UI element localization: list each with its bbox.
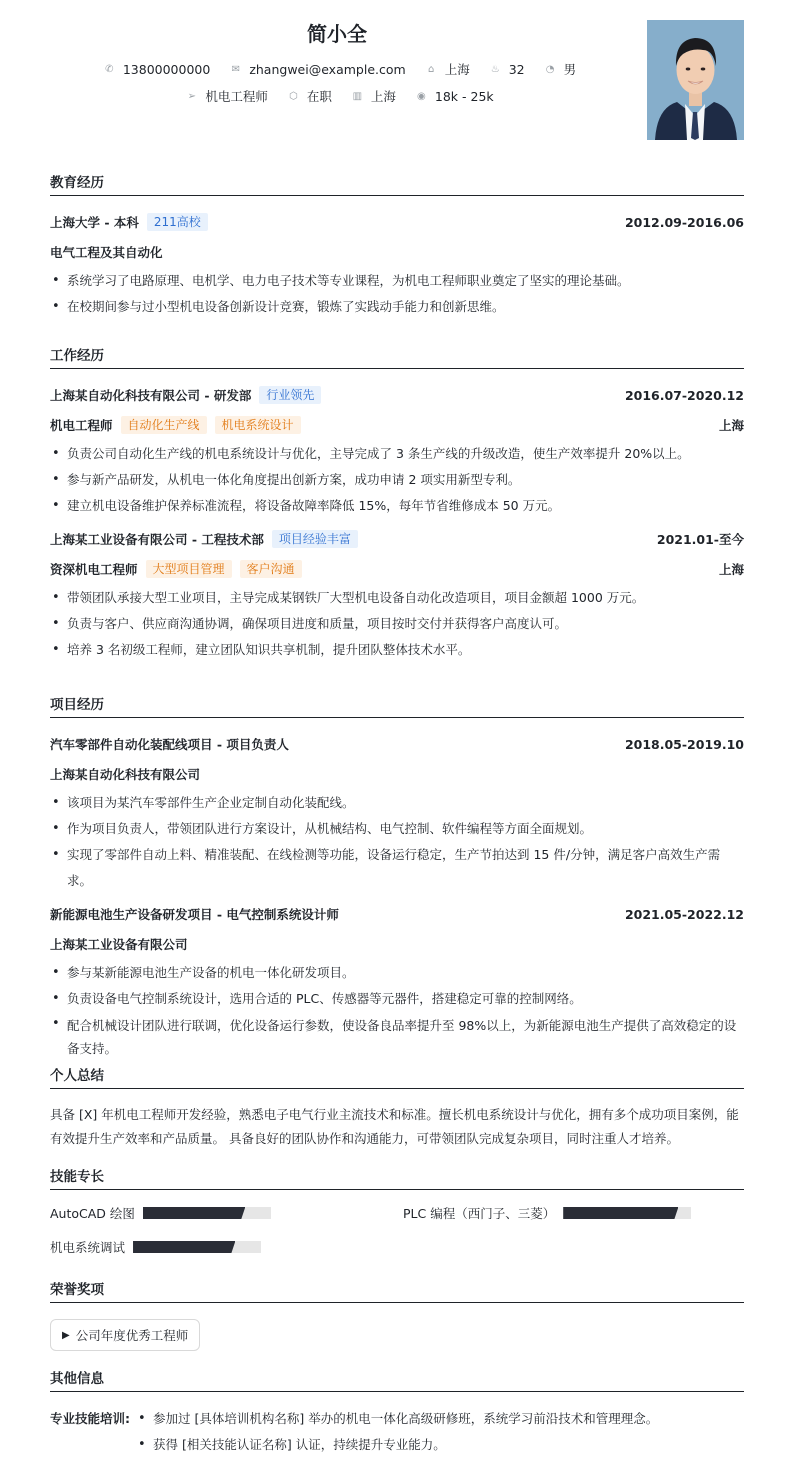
job-duties [50,441,744,519]
job-header [50,529,744,549]
skill-bar [563,1207,691,1219]
list-item: • 参与某新能源电池生产设备的机电一体化研发项目。 [50,960,744,986]
skill-item [403,1204,691,1222]
phone-icon: ✆ [105,63,114,75]
skill-name: 机电系统调试 [50,1240,126,1255]
company-tag: 项目经验丰富 [272,530,358,548]
work-title: 工作经历 [50,344,744,369]
other-list [136,1406,744,1458]
project-name: 汽车零部件自动化装配线项目 - 项目负责人 [50,737,289,752]
awards-section [50,1278,744,1351]
list-item: • 该项目为某汽车零部件生产企业定制自动化装配线。 [50,790,744,816]
coin-icon: ◉ [417,90,426,102]
skill-tag: 自动化生产线 [121,416,207,434]
role-name: 资深机电工程师 [50,562,138,577]
projects-section [50,693,744,1060]
awards-title: 荣誉奖项 [50,1278,744,1303]
phone-item [104,60,210,78]
job-date: 2021.01-至今 [656,532,744,547]
other-label: 专业技能培训: [50,1411,130,1426]
list-item: • 参与新产品研发，从机电一体化角度提出创新方案，成功申请 2 项实用新型专利。 [50,467,744,493]
school-tag: 211高校 [147,213,208,231]
skill-item [50,1238,261,1256]
gender-icon: ◔ [545,63,555,75]
project-name: 新能源电池生产设备研发项目 - 电气控制系统设计师 [50,907,339,922]
project-org: 上海某工业设备有限公司 [50,937,188,952]
job-city: 上海 [718,562,744,577]
summary-title: 个人总结 [50,1064,744,1089]
job-intent-row [0,87,680,105]
job-city: 上海 [718,418,744,433]
education-date: 2012.09-2016.06 [624,214,744,230]
work-city-item [352,87,396,105]
role-name: 机电工程师 [50,418,113,433]
gender-text: 男 [563,62,577,77]
position-item [186,87,268,105]
play-icon: ▶ [62,1329,70,1341]
position-text: 机电工程师 [205,89,268,104]
role-row [50,559,744,579]
mail-icon: ✉ [231,63,241,75]
phone-text: 13800000000 [122,61,211,77]
project-details [50,960,744,1060]
salary-item [416,87,494,105]
summary-text: 具备 [X] 年机电工程师开发经验，熟悉电子电气行业主流技术和标准。擅长机电系统设计与优化，拥有多个成功项目案例，能有效提升生产效率和产品质量。 具备良好的团队协作和沟通能力，可带领团队完成复杂项目，同时注重人才培养。 [50,1107,739,1146]
skill-bar [143,1207,271,1219]
skill-name: PLC 编程（西门子、三菱） [403,1206,556,1221]
list-item: • 培养 3 名初级工程师，建立团队知识共享机制，提升团队整体技术水平。 [50,637,744,663]
list-item: • 建立机电设备维护保养标准流程，将设备故障率降低 15%，每年节省维修成本 50 万元。 [50,493,744,519]
status-text: 在职 [306,89,332,104]
list-item: • 作为项目负责人，带领团队进行方案设计，从机械结构、电气控制、软件编程等方面全面规划。 [50,816,744,842]
skill-tag: 客户沟通 [240,560,302,578]
education-title: 教育经历 [50,171,744,196]
hexagon-icon: ⬡ [288,90,298,102]
location-text: 上海 [444,62,470,77]
skill-item [50,1204,271,1222]
list-item: • 带领团队承接大型工业项目，主导完成某钢铁厂大型机电设备自动化改造项目，项目金额超 1000 万元。 [50,585,744,611]
role-row [50,415,744,435]
salary-text: 18k - 25k [434,88,494,104]
skill-bar-fill [133,1241,235,1253]
gender-item [545,60,577,78]
skill-tag: 大型项目管理 [146,560,232,578]
list-item: • 实现了零部件自动上料、精准装配、在线检测等功能，设备运行稳定，生产节拍达到 15 件/分钟，满足客户高效生产需求。 [50,842,744,894]
education-header [50,212,744,232]
award-item[interactable] [50,1319,200,1351]
work-section [50,344,744,663]
company-name: 上海某工业设备有限公司 - 工程技术部 [50,532,264,547]
major-name: 电气工程及其自动化 [50,245,163,260]
project-details [50,790,744,894]
profile-photo [647,20,744,140]
project-date: 2018.05-2019.10 [624,736,744,752]
list-item: • 配合机械设计团队进行联调，优化设备运行参数，使设备良品率提升至 98%以上，为新能源电池生产提供了高效稳定的设备支持。 [50,1012,744,1060]
other-title: 其他信息 [50,1367,744,1392]
skills-section [50,1165,744,1255]
skill-name: AutoCAD 绘图 [50,1206,135,1221]
avatar-illustration [647,20,744,140]
skill-tag: 机电系统设计 [215,416,301,434]
skill-bar [133,1241,261,1253]
award-text: 公司年度优秀工程师 [75,1328,189,1343]
job-header [50,385,744,405]
list-item: • 系统学习了电路原理、电机学、电力电子技术等专业课程，为机电工程师职业奠定了坚实的理论基础。 [50,268,744,294]
list-item: • 在校期间参与过小型机电设备创新设计竞赛，锻炼了实践动手能力和创新思维。 [50,294,744,320]
email-text: zhangwei@example.com [249,61,406,77]
skill-bar-fill [563,1207,678,1219]
list-item: • 负责公司自动化生产线的机电系统设计与优化，主导完成了 3 条生产线的升级改造，使生产效率提升 20%以上。 [50,441,744,467]
status-item [288,87,332,105]
projects-title: 项目经历 [50,693,744,718]
project-header [50,904,744,924]
age-text: 32 [508,61,525,77]
skill-bar-fill [143,1207,245,1219]
list-item: • 获得 [相关技能认证名称] 认证，持续提升专业能力。 [136,1432,744,1458]
education-section [50,171,744,320]
school-name: 上海大学 - 本科 [50,215,139,230]
company-tag: 行业领先 [259,386,321,404]
skills-title: 技能专长 [50,1165,744,1190]
building-icon: ▥ [352,90,363,102]
age-item [490,60,525,78]
project-date: 2021.05-2022.12 [624,906,744,922]
cake-icon: ♨ [490,63,500,75]
contact-row [0,60,680,78]
major-row [50,242,744,262]
home-icon: ⌂ [428,63,435,75]
candidate-name: 简小全 [307,22,367,46]
list-item: • 负责与客户、供应商沟通协调，确保项目进度和质量，项目按时交付并获得客户高度认可。 [50,611,744,637]
education-list [50,268,744,320]
job-date: 2016.07-2020.12 [624,387,744,403]
company-name: 上海某自动化科技有限公司 - 研发部 [50,388,252,403]
project-org: 上海某自动化科技有限公司 [50,767,201,782]
project-header [50,734,744,754]
project-org-row [50,764,744,784]
job-duties [50,585,744,663]
other-section [50,1367,744,1458]
email-item [230,60,405,78]
summary-section [50,1064,744,1151]
awards-list [50,1319,744,1351]
project-org-row [50,934,744,954]
list-item: • 负责设备电气控制系统设计，选用合适的 PLC、传感器等元器件，搭建稳定可靠的控制网络。 [50,986,744,1012]
send-icon: ➢ [187,90,197,102]
other-row [50,1406,744,1458]
location-item [426,60,470,78]
work-city-text: 上海 [370,89,396,104]
list-item: • 参加过 [具体培训机构名称] 举办的机电一体化高级研修班，系统学习前沿技术和管理理念。 [136,1406,744,1432]
